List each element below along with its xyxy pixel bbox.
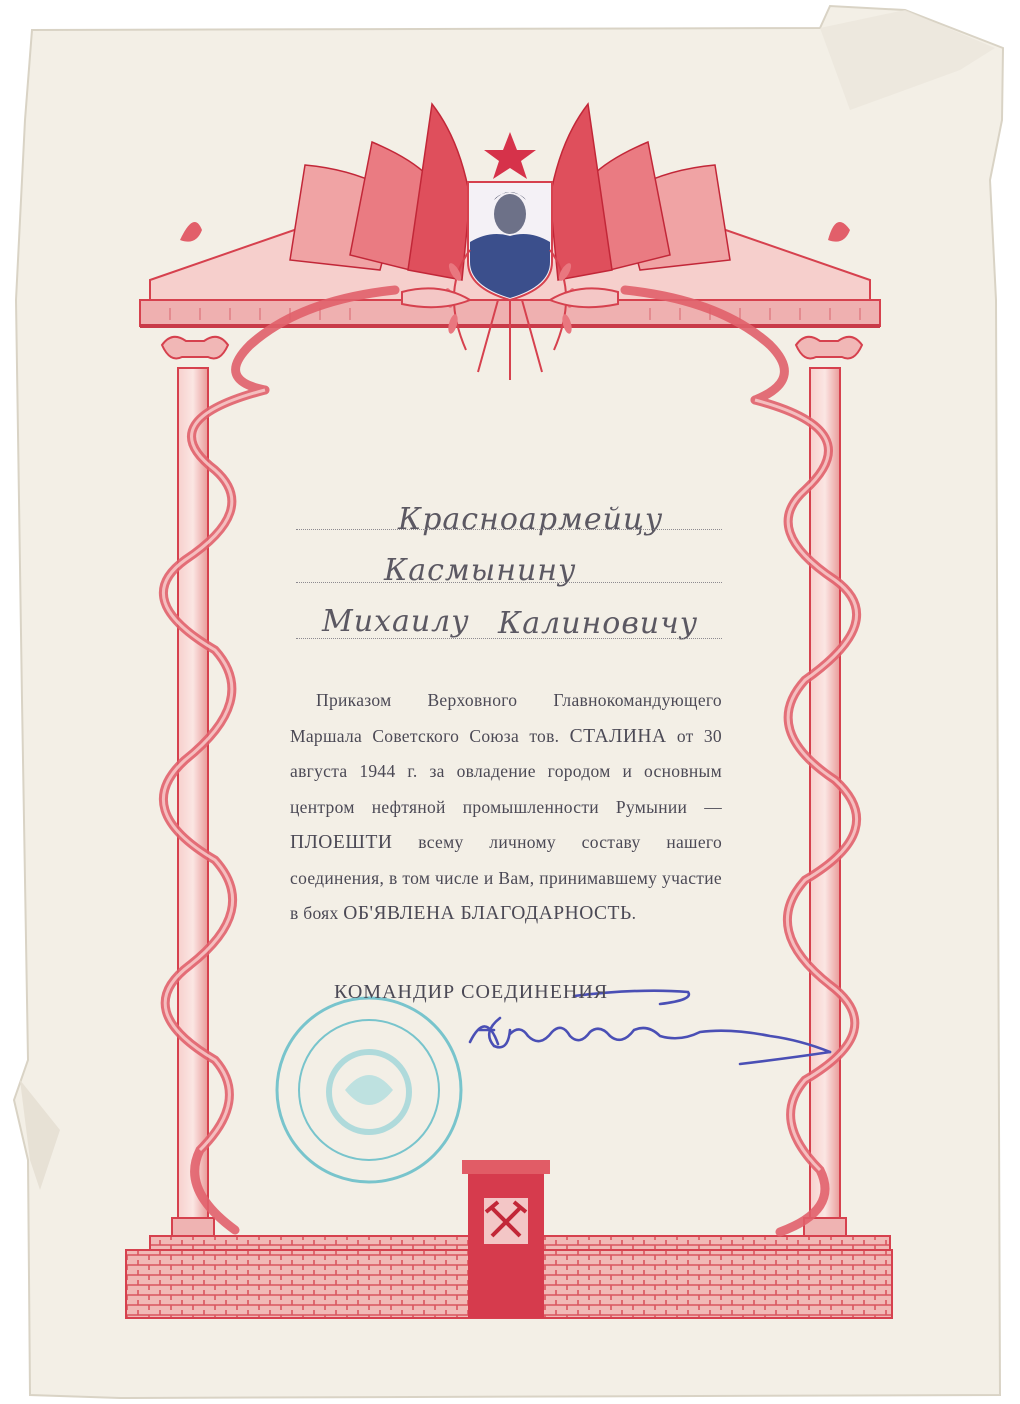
recipient-patronymic: Калиновичу xyxy=(498,606,699,641)
recipient-rank-line xyxy=(296,529,722,530)
recipient-first-name: Михаилу xyxy=(322,604,470,639)
commander-label: КОМАНДИР СОЕДИНЕНИЯ xyxy=(334,981,609,1003)
portrait-icon xyxy=(468,182,552,300)
order-text-p4: . xyxy=(631,903,637,923)
recipient-surname: Касмынину xyxy=(384,553,577,588)
order-text xyxy=(290,683,722,932)
order-text-thanks: ОБ'ЯВЛЕНА БЛАГОДАРНОСТЬ xyxy=(343,903,632,924)
order-text-city: ПЛОЕШТИ xyxy=(290,832,393,853)
recipient-name-line xyxy=(296,638,722,639)
order-text-p3: всему личному составу нашего соединения, в том числе и Вам, принимавшему участие в боях xyxy=(290,832,722,923)
order-text-p1: Приказом Верховного Главнокомандующего Маршала Советского Союза тов. xyxy=(290,690,722,746)
monument xyxy=(462,1160,550,1318)
recipient-rank: Красноармейцу xyxy=(398,502,664,537)
order-text-p2: от 30 августа 1944 г. за овладение городом и основным центром нефтяной промышленности Румынии — xyxy=(290,725,722,817)
recipient-surname-line xyxy=(296,582,722,583)
order-text-name: СТАЛИНА xyxy=(569,725,667,747)
